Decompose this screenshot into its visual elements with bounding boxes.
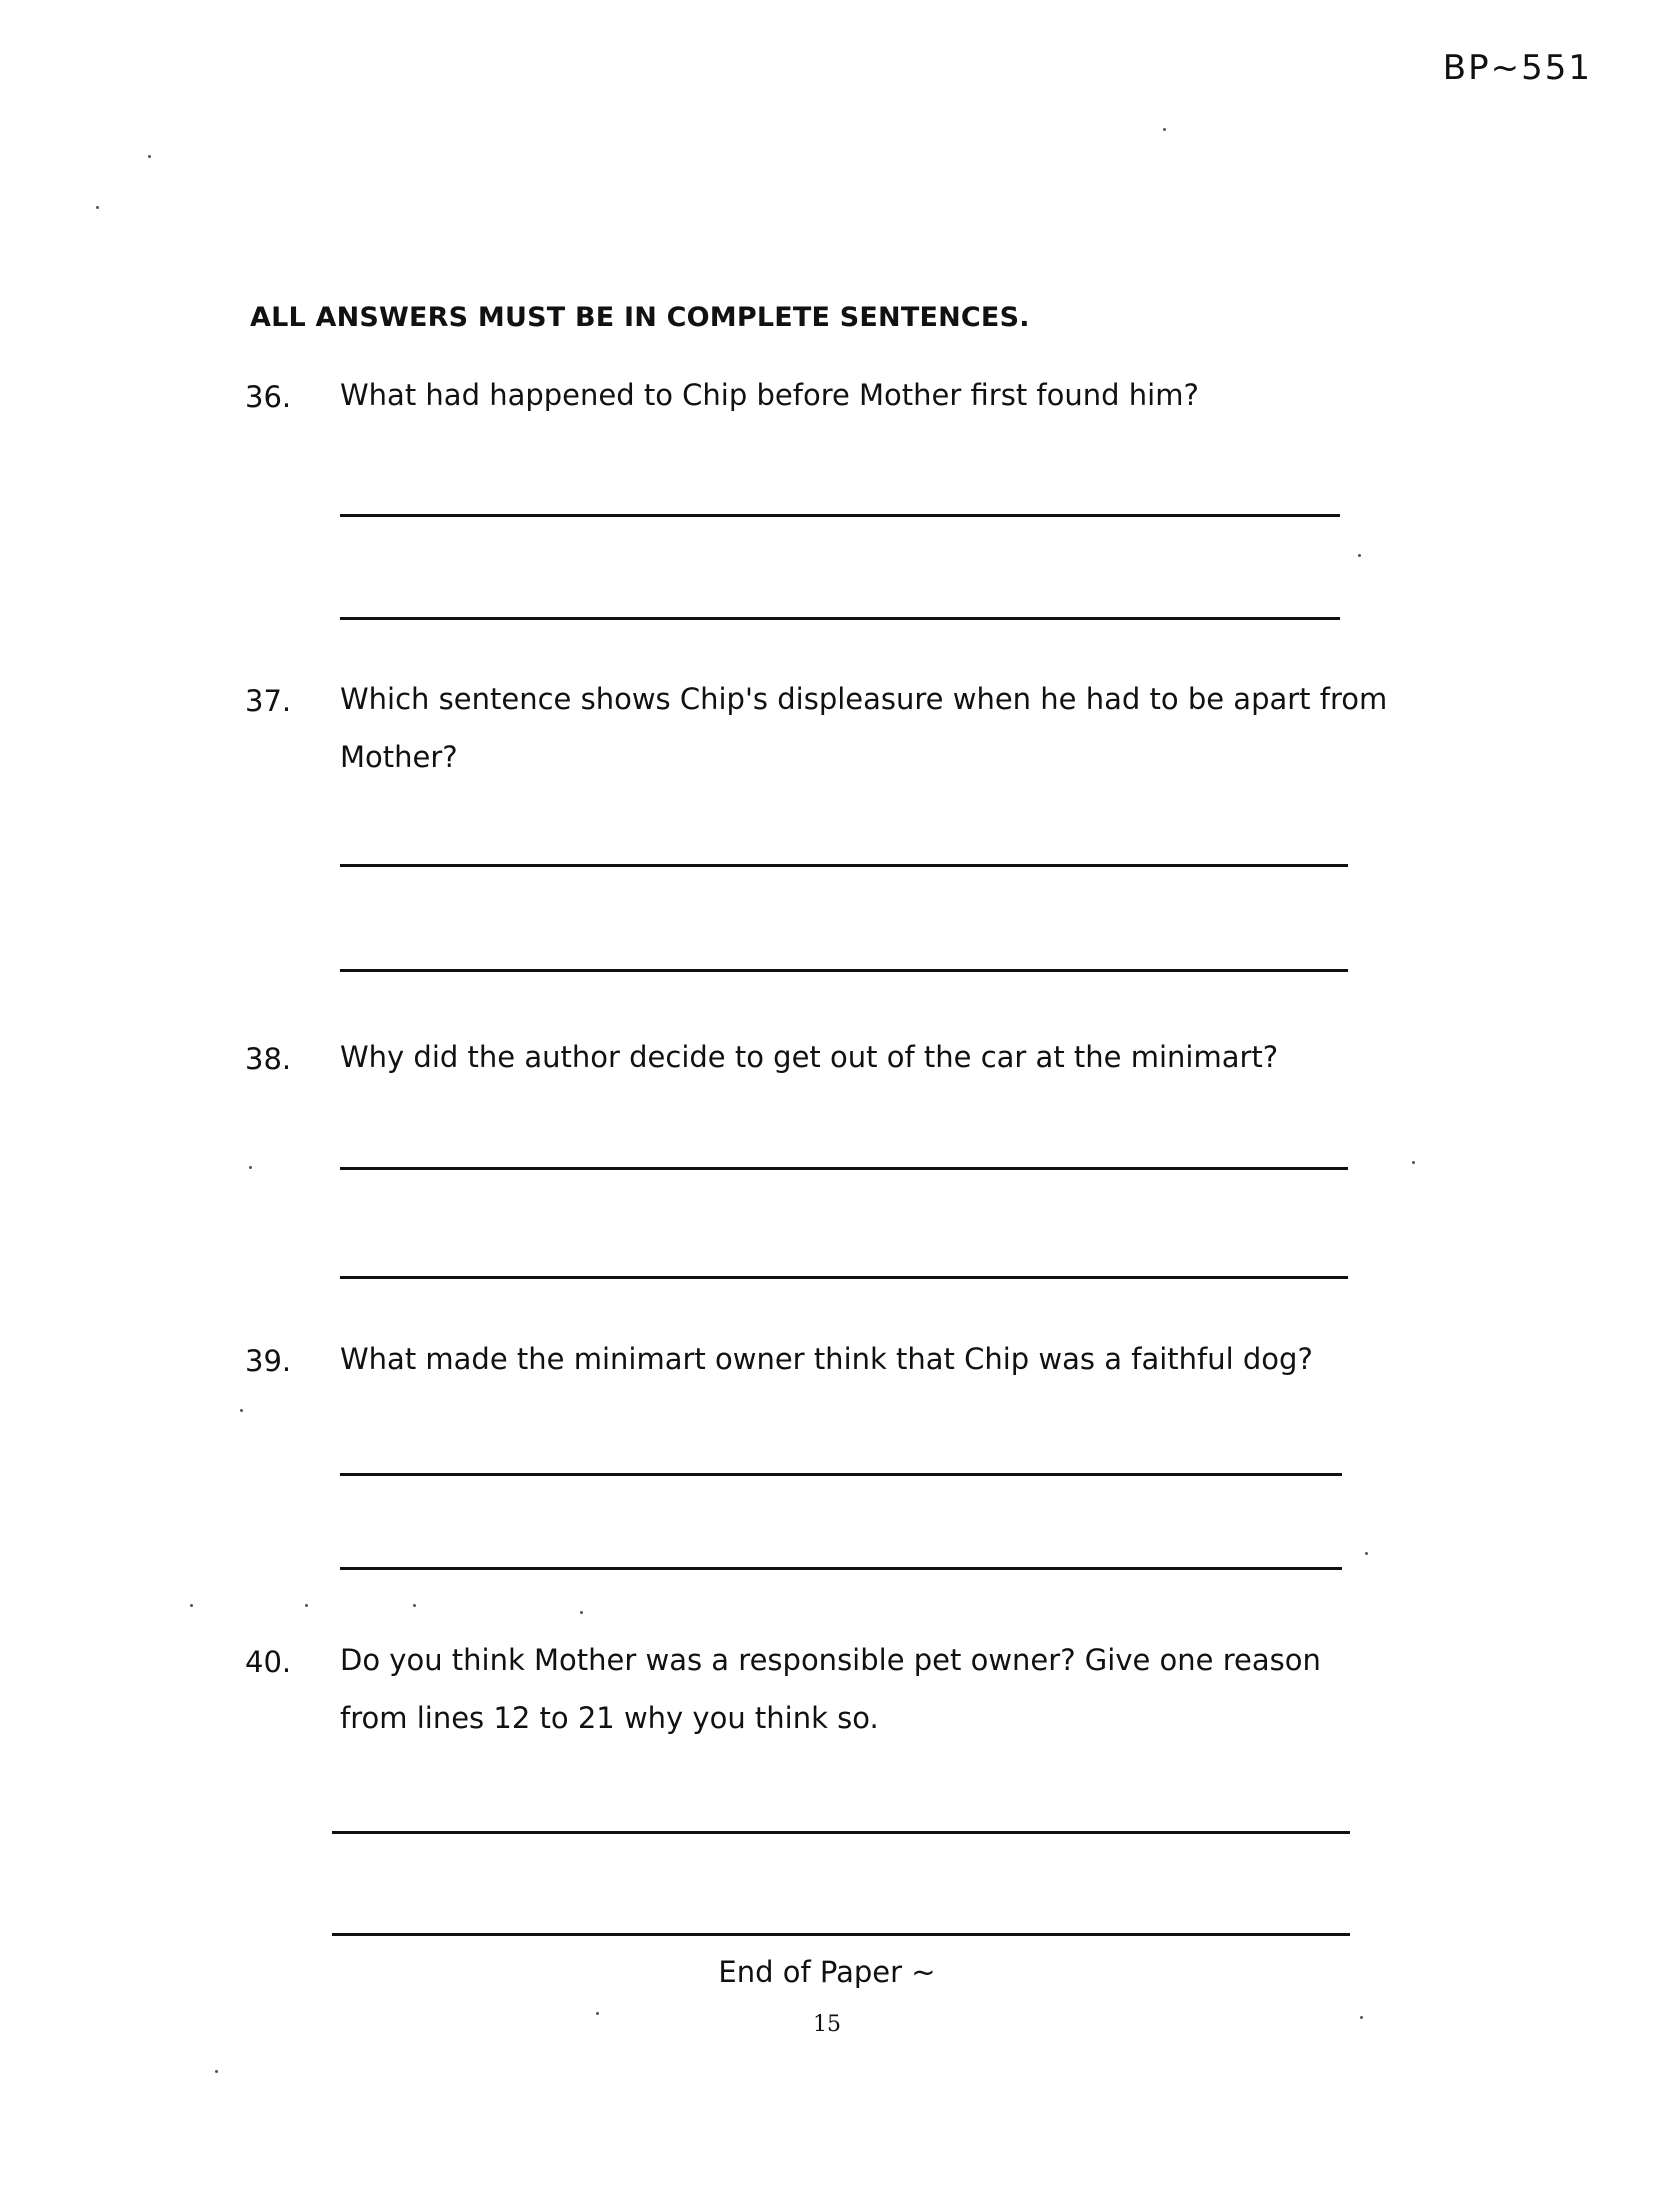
answer-line-38-1[interactable] (340, 1167, 1348, 1170)
question-number-37: 37. (245, 684, 292, 718)
scan-speck (148, 155, 151, 158)
scan-speck (1358, 554, 1361, 557)
scan-speck (215, 2070, 218, 2073)
scan-speck (305, 1604, 308, 1607)
scan-speck (413, 1604, 416, 1607)
answer-line-37-2[interactable] (340, 969, 1348, 972)
question-number-36: 36. (245, 380, 292, 414)
question-text-37: Which sentence shows Chip's displeasure when he had to be apart from Mother? (340, 682, 1388, 774)
scan-speck (190, 1604, 193, 1607)
answer-line-39-1[interactable] (340, 1473, 1342, 1476)
question-number-38: 38. (245, 1042, 292, 1076)
scan-speck (240, 1409, 243, 1412)
end-of-paper: End of Paper ~ (718, 1955, 936, 1989)
page-number: 15 (813, 2012, 841, 2037)
scan-speck (596, 2012, 599, 2015)
scan-speck (1163, 128, 1166, 131)
scan-speck (1360, 2016, 1363, 2019)
answer-line-39-2[interactable] (340, 1567, 1342, 1570)
question-text-36: What had happened to Chip before Mother first found him? (340, 378, 1199, 412)
answer-line-36-1[interactable] (340, 514, 1340, 517)
question-text-39: What made the minimart owner think that Chip was a faithful dog? (340, 1342, 1313, 1376)
instruction-heading: ALL ANSWERS MUST BE IN COMPLETE SENTENCES. (250, 302, 1030, 333)
answer-line-36-2[interactable] (340, 617, 1340, 620)
scan-speck (1365, 1552, 1368, 1555)
answer-line-40-1[interactable] (332, 1831, 1350, 1834)
scan-speck (249, 1166, 252, 1169)
answer-line-37-1[interactable] (340, 864, 1348, 867)
question-number-39: 39. (245, 1344, 292, 1378)
question-text-38: Why did the author decide to get out of the car at the minimart? (340, 1040, 1279, 1074)
scan-speck (96, 206, 99, 209)
answer-line-38-2[interactable] (340, 1276, 1348, 1279)
question-number-40: 40. (245, 1645, 292, 1679)
answer-line-40-2[interactable] (332, 1933, 1350, 1936)
scan-speck (580, 1611, 583, 1614)
paper-code: BP~551 (1442, 48, 1592, 88)
question-text-40: Do you think Mother was a responsible pet owner? Give one reason from lines 12 to 21 why you think so. (340, 1643, 1321, 1735)
scan-speck (1412, 1161, 1415, 1164)
